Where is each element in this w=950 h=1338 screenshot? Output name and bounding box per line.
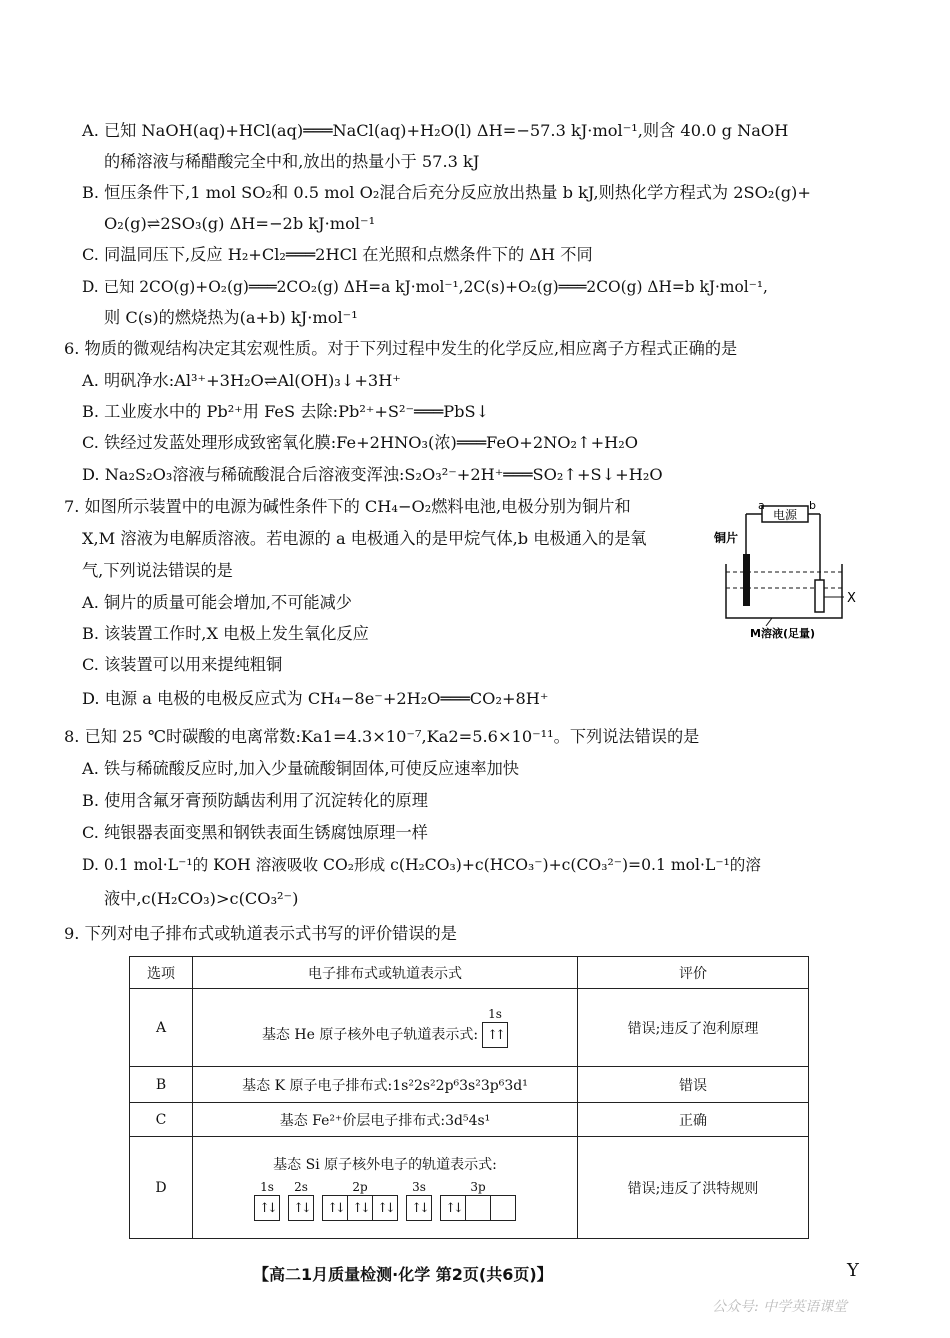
x-label: X	[847, 591, 856, 606]
q7-stem-line1: 7. 如图所示装置中的电源为碱性条件下的 CH₄−O₂燃料电池,电极分别为铜片和	[64, 497, 631, 516]
si-3s	[406, 1180, 432, 1221]
si-2p-box: ↑↓	[348, 1195, 373, 1221]
q6-option-a: A. 明矾净水:Al³⁺+3H₂O⇌Al(OH)₃↓+3H⁺	[82, 371, 401, 390]
row-b-notation: 基态 K 原子电子排布式:1s²2s²2p⁶3s²3p⁶3d¹	[193, 1067, 578, 1103]
si-3p	[440, 1180, 516, 1221]
row-a-text: 基态 He 原子核外电子轨道表示式:	[261, 1027, 479, 1043]
q7-option-c: C. 该装置可以用来提纯粗铜	[82, 655, 283, 674]
q8-option-d-line2: 液中,c(H₂CO₃)>c(CO₃²⁻)	[104, 889, 299, 908]
si-2s-box: ↑↓	[288, 1195, 314, 1221]
row-d-notation	[193, 1137, 578, 1239]
q6-option-c: C. 铁经过发蓝处理形成致密氧化膜:Fe+2HNO₃(浓)═══FeO+2NO₂↑+H₂O	[82, 433, 639, 452]
row-a-eval: 错误;违反了泡利原理	[578, 989, 809, 1067]
electrolysis-svg	[712, 500, 872, 640]
row-b-option: B	[130, 1067, 193, 1103]
si-3p-label: 3p	[470, 1180, 486, 1194]
q5-option-c: C. 同温同压下,反应 H₂+Cl₂═══2HCl 在光照和点燃条件下的 ΔH 不同	[82, 245, 593, 264]
q8-option-b: B. 使用含氟牙膏预防龋齿利用了沉淀转化的原理	[82, 791, 428, 810]
q6-option-d: D. Na₂S₂O₃溶液与稀硫酸混合后溶液变浑浊:S₂O₃²⁻+2H⁺═══SO₂↑+S↓+H₂O	[82, 465, 663, 484]
watermark: 公众号: 中学英语课堂	[712, 1299, 848, 1315]
header-option: 选项	[130, 957, 193, 989]
q6-stem: 6. 物质的微观结构决定其宏观性质。对于下列过程中发生的化学反应,相应离子方程式正确的是	[64, 339, 738, 358]
he-1s-label: 1s	[488, 1007, 502, 1021]
q7-option-d: D. 电源 a 电极的电极反应式为 CH₄−8e⁻+2H₂O═══CO₂+8H⁺	[82, 689, 549, 708]
si-orbital-diagram	[193, 1180, 577, 1221]
si-2s	[288, 1180, 314, 1221]
row-a-option: A	[130, 989, 193, 1067]
row-c-option: C	[130, 1103, 193, 1137]
copper-electrode	[743, 554, 750, 606]
si-3s-label: 3s	[412, 1180, 426, 1194]
q5-option-d-line1: D. 已知 2CO(g)+O₂(g)═══2CO₂(g) ΔH=a kJ·mol⁻¹,2C(s)+O₂(g)═══2CO(g) ΔH=b kJ·mol⁻¹,	[82, 278, 768, 296]
q9-options-table	[129, 956, 809, 1239]
q7-option-b: B. 该装置工作时,X 电极上发生氧化反应	[82, 624, 369, 643]
row-d-eval: 错误;违反了洪特规则	[578, 1137, 809, 1239]
q8-option-c: C. 纯银器表面变黑和钢铁表面生锈腐蚀原理一样	[82, 823, 428, 842]
row-a-notation	[193, 989, 578, 1067]
table-row	[130, 1137, 809, 1239]
q5-option-d-line2: 则 C(s)的燃烧热为(a+b) kJ·mol⁻¹	[104, 308, 358, 327]
row-d-option: D	[130, 1137, 193, 1239]
q5-option-b-line1: B. 恒压条件下,1 mol SO₂和 0.5 mol O₂混合后充分反应放出热量 b kJ,则热化学方程式为 2SO₂(g)+	[82, 183, 811, 202]
copper-label: 铜片	[714, 531, 739, 545]
q5-option-b-line2: O₂(g)⇌2SO₃(g) ΔH=−2b kJ·mol⁻¹	[104, 214, 376, 233]
x-electrode	[815, 580, 824, 612]
si-3p-box: ↑↓	[440, 1195, 466, 1221]
q7-stem-line2: X,M 溶液为电解质溶液。若电源的 a 电极通入的是甲烷气体,b 电极通入的是氧	[82, 529, 647, 548]
si-2p	[322, 1180, 398, 1221]
electrolysis-diagram	[712, 500, 872, 640]
row-c-notation: 基态 Fe²⁺价层电子排布式:3d⁵4s¹	[193, 1103, 578, 1137]
table-row	[130, 1067, 809, 1103]
row-c-eval: 正确	[578, 1103, 809, 1137]
q5-option-a-line2: 的稀溶液与稀醋酸完全中和,放出的热量小于 57.3 kJ	[104, 152, 480, 171]
q7-stem-line3: 气,下列说法错误的是	[82, 561, 233, 580]
q9-stem: 9. 下列对电子排布式或轨道表示式书写的评价错误的是	[64, 924, 457, 943]
solution-label: M溶液(足量)	[750, 627, 816, 640]
table-header-row	[130, 957, 809, 989]
q5-option-a-line1: A. 已知 NaOH(aq)+HCl(aq)═══NaCl(aq)+H₂O(l) ΔH=−57.3 kJ·mol⁻¹,则含 40.0 g NaOH	[82, 121, 789, 140]
terminal-a-label: a	[758, 500, 765, 512]
si-1s-box: ↑↓	[254, 1195, 280, 1221]
si-2p-box: ↑↓	[373, 1195, 398, 1221]
header-evaluation: 评价	[578, 957, 809, 989]
q8-stem: 8. 已知 25 ℃时碳酸的电离常数:Ka1=4.3×10⁻⁷,Ka2=5.6×10⁻¹¹。下列说法错误的是	[64, 727, 700, 746]
q8-option-d-line1: D. 0.1 mol·L⁻¹的 KOH 溶液吸收 CO₂形成 c(H₂CO₃)+c(HCO₃⁻)+c(CO₃²⁻)=0.1 mol·L⁻¹的溶	[82, 856, 761, 874]
row-b-eval: 错误	[578, 1067, 809, 1103]
si-1s-label: 1s	[260, 1180, 274, 1194]
power-label: 电源	[772, 508, 798, 522]
si-2s-label: 2s	[294, 1180, 308, 1194]
solution-leader	[766, 618, 772, 626]
table-row	[130, 989, 809, 1067]
si-3s-box: ↑↓	[406, 1195, 432, 1221]
q8-option-a: A. 铁与稀硫酸反应时,加入少量硫酸铜固体,可使反应速率加快	[82, 759, 519, 778]
si-2p-box: ↑↓	[322, 1195, 348, 1221]
he-1s-box: ↑↑	[482, 1022, 508, 1048]
terminal-b-label: b	[809, 500, 816, 512]
corner-mark: Y	[847, 1260, 859, 1281]
table-row	[130, 1103, 809, 1137]
header-notation: 电子排布式或轨道表示式	[193, 957, 578, 989]
page-footer: 【高二1月质量检测·化学 第2页(共6页)】	[253, 1265, 553, 1284]
si-1s	[254, 1180, 280, 1221]
si-2p-label: 2p	[352, 1180, 368, 1194]
si-3p-box	[491, 1195, 516, 1221]
he-orbital	[482, 1007, 508, 1048]
row-d-text: 基态 Si 原子核外电子的轨道表示式:	[273, 1157, 497, 1173]
q6-option-b: B. 工业废水中的 Pb²⁺用 FeS 去除:Pb²⁺+S²⁻═══PbS↓	[82, 402, 490, 421]
si-3p-box	[466, 1195, 491, 1221]
q7-option-a: A. 铜片的质量可能会增加,不可能减少	[82, 593, 352, 612]
